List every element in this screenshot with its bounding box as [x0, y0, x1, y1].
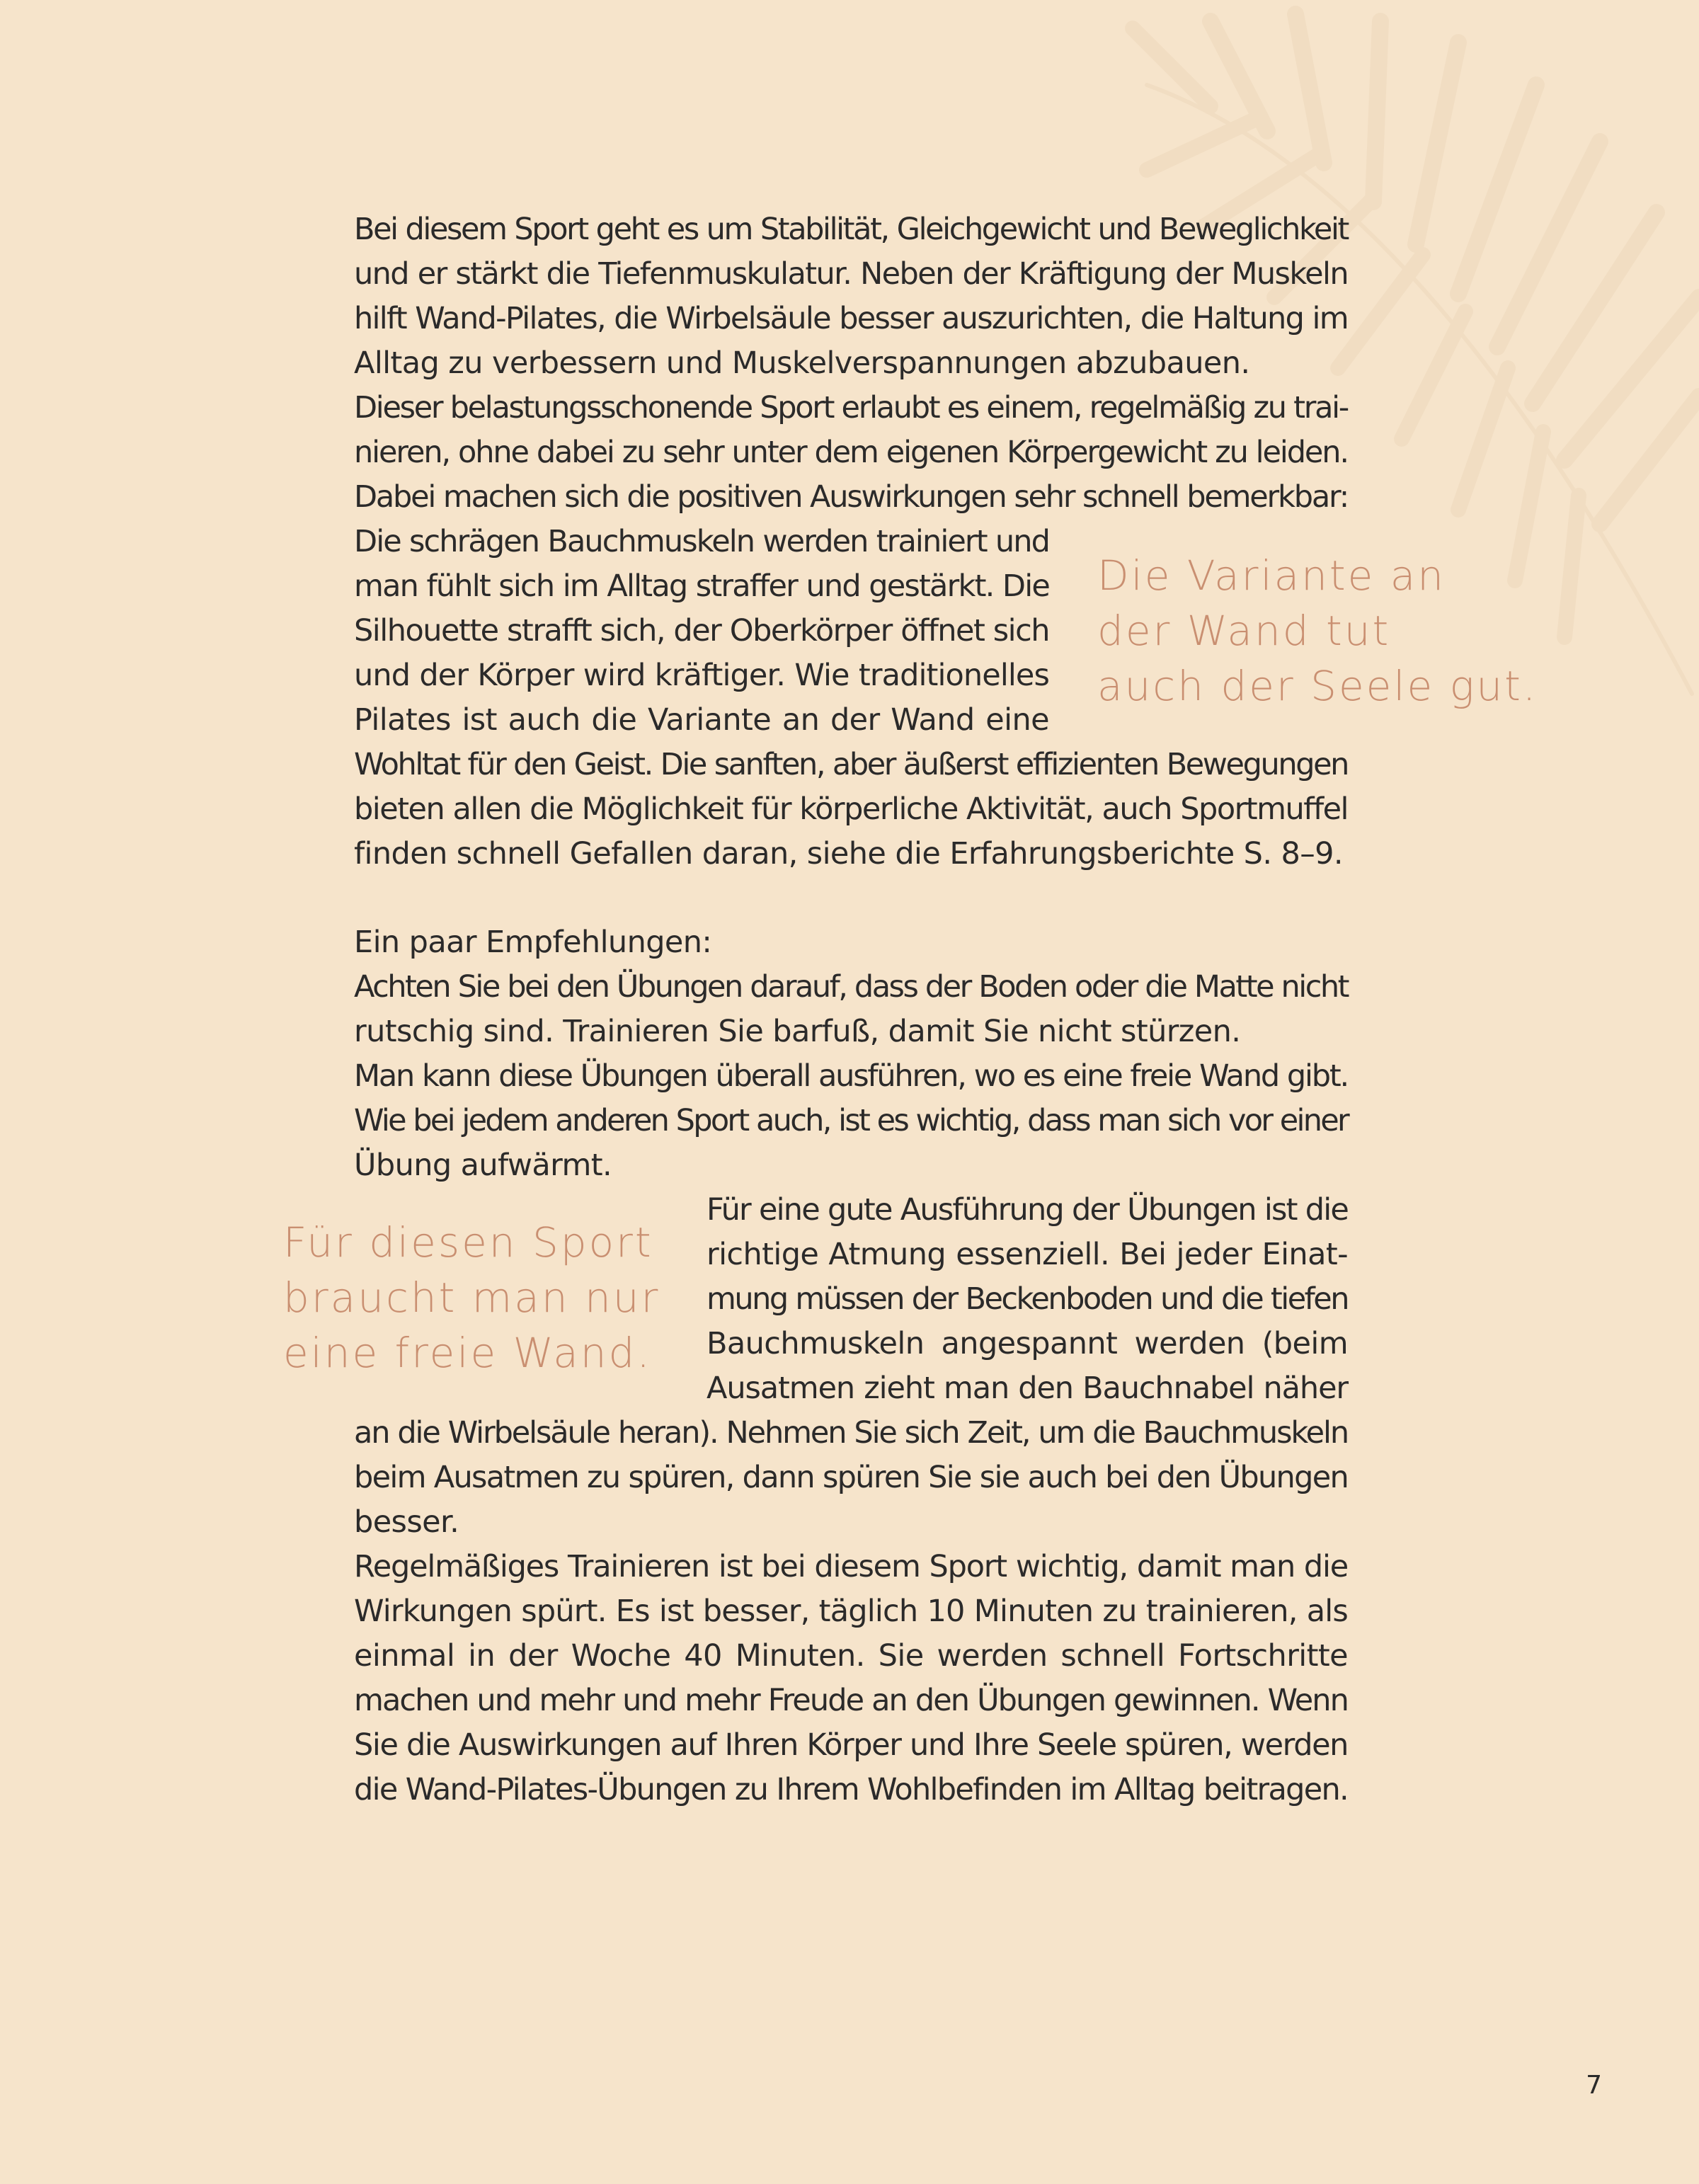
pull-quote-line: der Wand tut: [1097, 607, 1391, 655]
text-line: Regelmäßiges Trainieren ist bei diesem Sport wichtig, damit man die: [354, 1549, 1348, 1584]
body-text-2: [354, 920, 1348, 1188]
text-line: richtige Atmung essenziell. Bei jeder Einat-: [707, 1237, 1348, 1272]
pull-quote-line: Für diesen Sport: [283, 1218, 653, 1267]
text-line: Ein paar Empfehlungen:: [354, 925, 712, 960]
body-text-1-narrow: [354, 520, 1049, 743]
page-number: 7: [1586, 2071, 1602, 2100]
text-line: Wohltat für den Geist. Die sanften, aber äußerst effizienten Bewegungen: [354, 747, 1348, 782]
text-line: machen und mehr und mehr Freude an den Übungen gewinnen. Wenn: [354, 1683, 1348, 1718]
pull-quote-2: [283, 1215, 660, 1380]
text-line: Man kann diese Übungen überall ausführen, wo es eine freie Wand gibt.: [354, 1058, 1348, 1094]
text-line: Sie die Auswirkungen auf Ihren Körper und Ihre Seele spüren, werden: [354, 1727, 1348, 1763]
text-line: finden schnell Gefallen daran, siehe die Erfahrungsberichte S. 8–9.: [354, 836, 1343, 871]
body-text-2-rest: [354, 1411, 1348, 1812]
text-line: Ausatmen zieht man den Bauchnabel näher: [707, 1371, 1348, 1406]
pull-quote-line: braucht man nur: [283, 1274, 660, 1322]
text-line: Alltag zu verbessern und Muskelverspannungen abzubauen.: [354, 345, 1250, 381]
body-text-1: [354, 207, 1348, 520]
text-line: nieren, ohne dabei zu sehr unter dem eigenen Körpergewicht zu leiden.: [354, 435, 1348, 470]
text-line: Übung aufwärmt.: [354, 1148, 612, 1183]
text-line: und der Körper wird kräftiger. Wie traditionelles: [354, 658, 1049, 693]
text-line: bieten allen die Möglichkeit für körperliche Aktivität, auch Sportmuffel: [354, 791, 1348, 827]
body-text-1-rest: [354, 743, 1348, 876]
text-line: besser.: [354, 1504, 459, 1540]
text-line: einmal in der Woche 40 Minuten. Sie werden schnell Fortschritte: [354, 1638, 1348, 1674]
body-text-2-narrow: [707, 1188, 1348, 1411]
text-line: Dabei machen sich die positiven Auswirkungen sehr schnell bemerkbar:: [354, 479, 1348, 515]
pull-quote-line: eine freie Wand.: [283, 1329, 652, 1377]
pull-quote-line: Die Variante an: [1097, 551, 1446, 600]
text-line: an die Wirbelsäule heran). Nehmen Sie sich Zeit, um die Bauchmuskeln: [354, 1415, 1348, 1451]
text-line: Bauchmuskeln angespannt werden (beim: [707, 1326, 1348, 1361]
text-line: rutschig sind. Trainieren Sie barfuß, damit Sie nicht stürzen.: [354, 1014, 1241, 1049]
text-line: beim Ausatmen zu spüren, dann spüren Sie sie auch bei den Übungen: [354, 1460, 1348, 1495]
text-line: Die schrägen Bauchmuskeln werden trainiert und: [354, 524, 1049, 559]
text-line: Achten Sie bei den Übungen darauf, dass der Boden oder die Matte nicht: [354, 969, 1348, 1005]
text-line: Wie bei jedem anderen Sport auch, ist es wichtig, dass man sich vor einer: [354, 1103, 1348, 1138]
text-line: Silhouette strafft sich, der Oberkörper öffnet sich: [354, 613, 1049, 648]
text-line: die Wand-Pilates-Übungen zu Ihrem Wohlbefinden im Alltag beitragen.: [354, 1772, 1348, 1807]
pull-quote-1: [1097, 548, 1538, 714]
text-line: Für eine gute Ausführung der Übungen ist die: [707, 1192, 1348, 1228]
text-line: Wirkungen spürt. Es ist besser, täglich 10 Minuten zu trainieren, als: [354, 1594, 1348, 1629]
text-line: und er stärkt die Tiefenmuskulatur. Neben der Kräftigung der Muskeln: [354, 256, 1348, 292]
text-line: mung müssen der Beckenboden und die tiefen: [707, 1281, 1348, 1317]
text-line: Bei diesem Sport geht es um Stabilität, Gleichgewicht und Beweglichkeit: [354, 212, 1348, 247]
text-line: Pilates ist auch die Variante an der Wand eine: [354, 702, 1049, 738]
pull-quote-line: auch der Seele gut.: [1097, 662, 1538, 710]
text-line: Dieser belastungsschonende Sport erlaubt es einem, regelmäßig zu trai-: [354, 390, 1348, 425]
text-line: hilft Wand-Pilates, die Wirbelsäule besser auszurichten, die Haltung im: [354, 301, 1348, 336]
text-line: man fühlt sich im Alltag straffer und gestärkt. Die: [354, 568, 1049, 604]
